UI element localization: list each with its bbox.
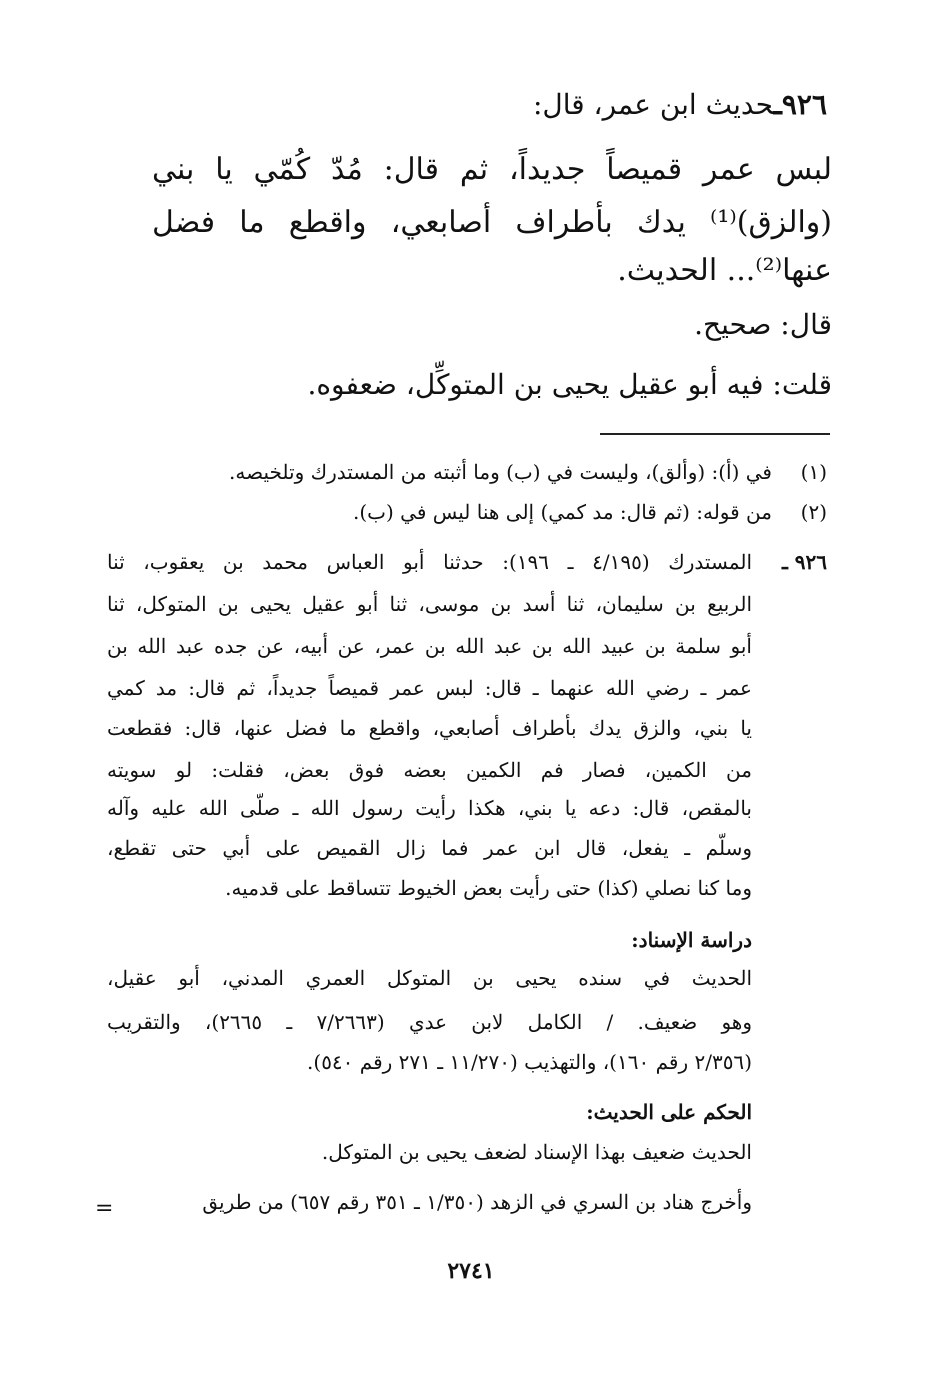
continuation-mark: = xyxy=(95,1196,114,1221)
footnote-divider xyxy=(600,433,830,435)
author-comment: قلت: فيه أبو عقيل يحيى بن المتوكِّل، ضعفوه. xyxy=(307,368,832,401)
hadith-text-line-2: (والزق)⁽¹⁾ يدك بأطراف أصابعي، واقطع ما فضل xyxy=(152,205,832,240)
takhrij-line: بالمقص، قال: دعه يا بني، هكذا رأيت رسول الله ـ صلّى الله عليه وآله xyxy=(107,796,752,820)
takhrij-number xyxy=(782,550,827,574)
takhrij-line: عمر ـ رضي الله عنهما ـ قال: لبس عمر قميصاً جديداً، ثم قال: مد كمي xyxy=(107,676,752,700)
takhrij-line: وسلّم ـ يفعل، قال ابن عمر فما زال القميص على أبي حتى تقطع، xyxy=(107,836,752,860)
isnad-study-title: دراسة الإسناد: xyxy=(631,928,752,952)
isnad-study-line: الحديث في سنده يحيى بن المتوكل العمري المدني، أبو عقيل، xyxy=(107,966,752,990)
footnote-2 xyxy=(353,500,827,524)
hadith-number: ٩٢٦ xyxy=(781,88,827,121)
takhrij-dash: ـ xyxy=(781,550,788,574)
footnote-1 xyxy=(229,460,827,484)
takhrij-line: الربيع بن سليمان، ثنا أسد بن موسى، ثنا أبو عقيل يحيى بن المتوكل، ثنا xyxy=(107,592,753,616)
last-line: وأخرج هناد بن السري في الزهد (١/٣٥٠ ـ ٣٥١ رقم ٦٥٧) من طريق xyxy=(202,1190,752,1214)
footnote-number: (٢) xyxy=(800,500,827,524)
hadith-text-line-3: عنها⁽²⁾... الحديث. xyxy=(617,253,832,288)
grading-statement: قال: صحيح. xyxy=(694,308,832,341)
heading-dash: ـ xyxy=(773,88,782,121)
isnad-study-line: وهو ضعيف. / الكامل لابن عدي (٧/٢٦٦٣ ـ ٢٦٦٥)، والتقريب xyxy=(107,1010,752,1034)
isnad-study-line: (٢/٣٥٦ رقم ١٦٠)، والتهذيب (١١/٢٧٠ ـ ٢٧١ رقم ٥٤٠). xyxy=(307,1050,752,1074)
footnote-text: من قوله: (ثم قال: مد كمي) إلى هنا ليس في (ب). xyxy=(353,500,772,524)
ruling-text: الحديث ضعيف بهذا الإسناد لضعف يحيى بن المتوكل. xyxy=(321,1140,752,1164)
takhrij-line: وما كنا نصلي (كذا) حتى رأيت بعض الخيوط تتساقط على قدميه. xyxy=(225,876,752,900)
takhrij-line: المستدرك (٤/١٩٥ ـ ١٩٦): حدثنا أبو العباس محمد بن يعقوب، ثنا xyxy=(107,550,753,574)
page-number: ٢٧٤١ xyxy=(447,1258,495,1284)
takhrij-line: يا بني، والزق يدك بأطراف أصابعي، واقطع ما فضل عنها، قال: فقطعت xyxy=(107,716,752,740)
takhrij-line: من الكمين، فصار فم الكمين بعضه فوق بعض، فقلت: لو سويته xyxy=(107,758,752,782)
hadith-heading xyxy=(533,88,827,121)
footnote-text: في (أ): (وألق)، وليست في (ب) وما أثبته من المستدرك وتلخيصه. xyxy=(229,460,772,484)
ruling-title: الحكم على الحديث: xyxy=(586,1100,752,1124)
footnote-number: (١) xyxy=(800,460,827,484)
takhrij-line: أبو سلمة بن عبيد الله بن عبد الله بن عمر، عن أبيه، عن جده عبد الله بن xyxy=(107,634,752,658)
takhrij-num: ٩٢٦ xyxy=(794,550,827,574)
hadith-text-line-1: لبس عمر قميصاً جديداً، ثم قال: مُدّ كُمّي يا بني xyxy=(152,152,832,187)
heading-text: حديث ابن عمر، قال: xyxy=(532,88,774,121)
